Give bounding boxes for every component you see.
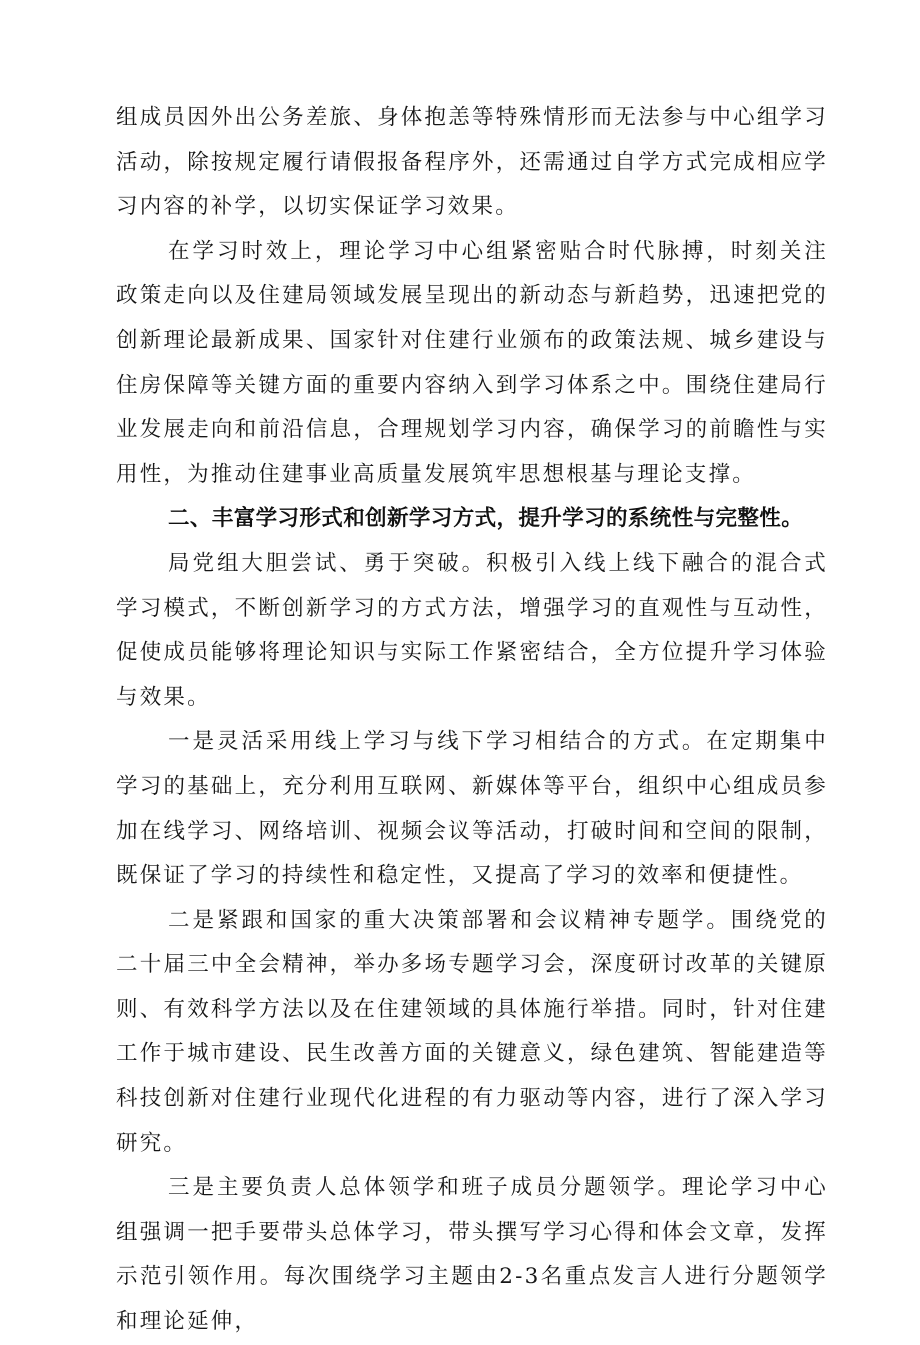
paragraph-blended-learning: 局党组大胆尝试、勇于突破。积极引入线上线下融合的混合式学习模式，不断创新学习的方式方法，增强学习的直观性与互动性，促使成员能够将理论知识与实际工作紧密结合，全方位提升学习体验与效果。	[116, 550, 828, 710]
paragraph-point-three: 三是主要负责人总体领学和班子成员分题领学。理论学习中心组强调一把手要带头总体学习，带头撰写学习心得和体会文章，发挥示范引领作用。每次围绕学习主题由2-3名重点发言人进行分题领学和理论延伸，	[116, 1175, 828, 1335]
paragraph-point-one: 一是灵活采用线上学习与线下学习相结合的方式。在定期集中学习的基础上，充分利用互联网、新媒体等平台，组织中心组成员参加在线学习、网络培训、视频会议等活动，打破时间和空间的限制，既保证了学习的持续性和稳定性，又提高了学习的效率和便捷性。	[116, 729, 828, 889]
paragraph-point-two: 二是紧跟和国家的重大决策部署和会议精神专题学。围绕党的二十届三中全会精神，举办多场专题学习会，深度研讨改革的关键原则、有效科学方法以及在住建领域的具体施行举措。同时，针对住建工作于城市建设、民生改善方面的关键意义，绿色建筑、智能建造等科技创新对住建行业现代化进程的有力驱动等内容，进行了深入学习研究。	[116, 907, 828, 1156]
paragraph-continuation: 组成员因外出公务差旅、身体抱恙等特殊情形而无法参与中心组学习活动，除按规定履行请假报备程序外，还需通过自学方式完成相应学习内容的补学，以切实保证学习效果。	[116, 105, 828, 220]
paragraph-learning-timeliness: 在学习时效上，理论学习中心组紧密贴合时代脉搏，时刻关注政策走向以及住建局领域发展呈现出的新动态与新趋势，迅速把党的创新理论最新成果、国家针对住建行业颁布的政策法规、城乡建设与住房保障等关键方面的重要内容纳入到学习体系之中。围绕住建局行业发展走向和前沿信息，合理规划学习内容，确保学习的前瞻性与实用性，为推动住建事业高质量发展筑牢思想根基与理论支撑。	[116, 238, 828, 487]
document-body	[116, 96, 828, 1345]
section-heading-two: 二、丰富学习形式和创新学习方式，提升学习的系统性与完整性。	[168, 506, 804, 532]
